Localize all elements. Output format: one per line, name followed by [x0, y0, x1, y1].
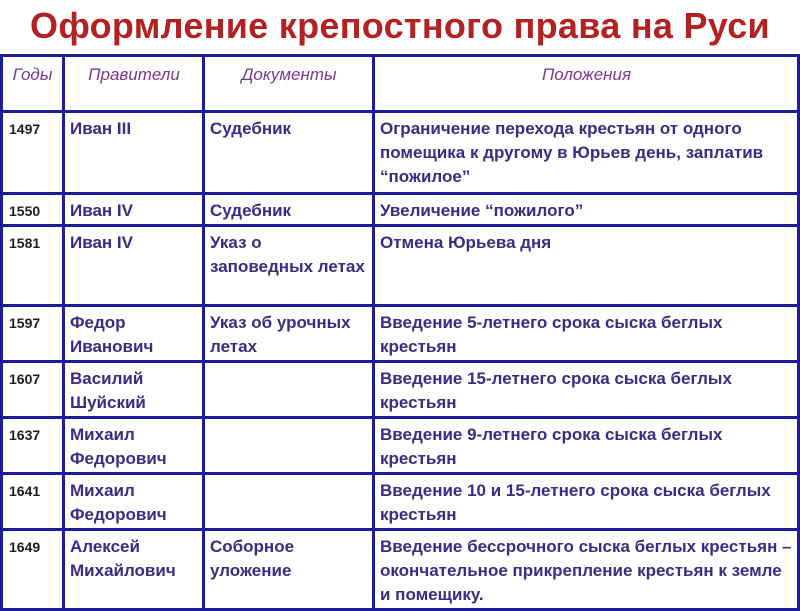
ruler-cell: Михаил Федорович [64, 418, 204, 474]
document-cell [204, 418, 374, 474]
year-cell: 1649 [2, 530, 64, 610]
year-cell: 1497 [2, 112, 64, 194]
table-row [2, 306, 799, 362]
provision-cell: Введение 15-летнего срока сыска беглых крестьян [374, 362, 799, 418]
table-row [2, 362, 799, 418]
header-provisions: Положения [374, 56, 799, 112]
table-row [2, 474, 799, 530]
ruler-cell: Алексей Михайлович [64, 530, 204, 610]
ruler-cell: Иван III [64, 112, 204, 194]
table-row [2, 418, 799, 474]
table-row [2, 226, 799, 306]
provision-cell: Введение бессрочного сыска беглых крестьян – окончательное прикрепление крестьян к земле и помещику. [374, 530, 799, 610]
year-cell: 1641 [2, 474, 64, 530]
table-row [2, 194, 799, 226]
document-cell [204, 474, 374, 530]
provision-cell: Отмена Юрьева дня [374, 226, 799, 306]
page-title: Оформление крепостного права на Руси [30, 5, 770, 46]
document-cell: Судебник [204, 112, 374, 194]
provision-cell: Увеличение “пожилого” [374, 194, 799, 226]
ruler-cell: Федор Иванович [64, 306, 204, 362]
document-cell: Соборное уложение [204, 530, 374, 610]
provision-cell: Введение 10 и 15-летнего срока сыска беглых крестьян [374, 474, 799, 530]
year-cell: 1550 [2, 194, 64, 226]
provision-cell: Ограничение перехода крестьян от одного помещика к другому в Юрьев день, заплатив “пожилое” [374, 112, 799, 194]
ruler-cell: Василий Шуйский [64, 362, 204, 418]
document-cell: Судебник [204, 194, 374, 226]
year-cell: 1581 [2, 226, 64, 306]
header-years: Годы [2, 56, 64, 112]
header-rulers: Правители [64, 56, 204, 112]
header-row [2, 56, 799, 112]
document-cell: Указ о заповедных летах [204, 226, 374, 306]
year-cell: 1637 [2, 418, 64, 474]
provision-cell: Введение 5-летнего срока сыска беглых крестьян [374, 306, 799, 362]
serfdom-table [0, 54, 800, 611]
ruler-cell: Иван IV [64, 226, 204, 306]
document-cell [204, 362, 374, 418]
table-row [2, 112, 799, 194]
table-row [2, 530, 799, 610]
year-cell: 1597 [2, 306, 64, 362]
ruler-cell: Иван IV [64, 194, 204, 226]
document-cell: Указ об урочных летах [204, 306, 374, 362]
provision-cell: Введение 9-летнего срока сыска беглых крестьян [374, 418, 799, 474]
year-cell: 1607 [2, 362, 64, 418]
ruler-cell: Михаил Федорович [64, 474, 204, 530]
header-documents: Документы [204, 56, 374, 112]
